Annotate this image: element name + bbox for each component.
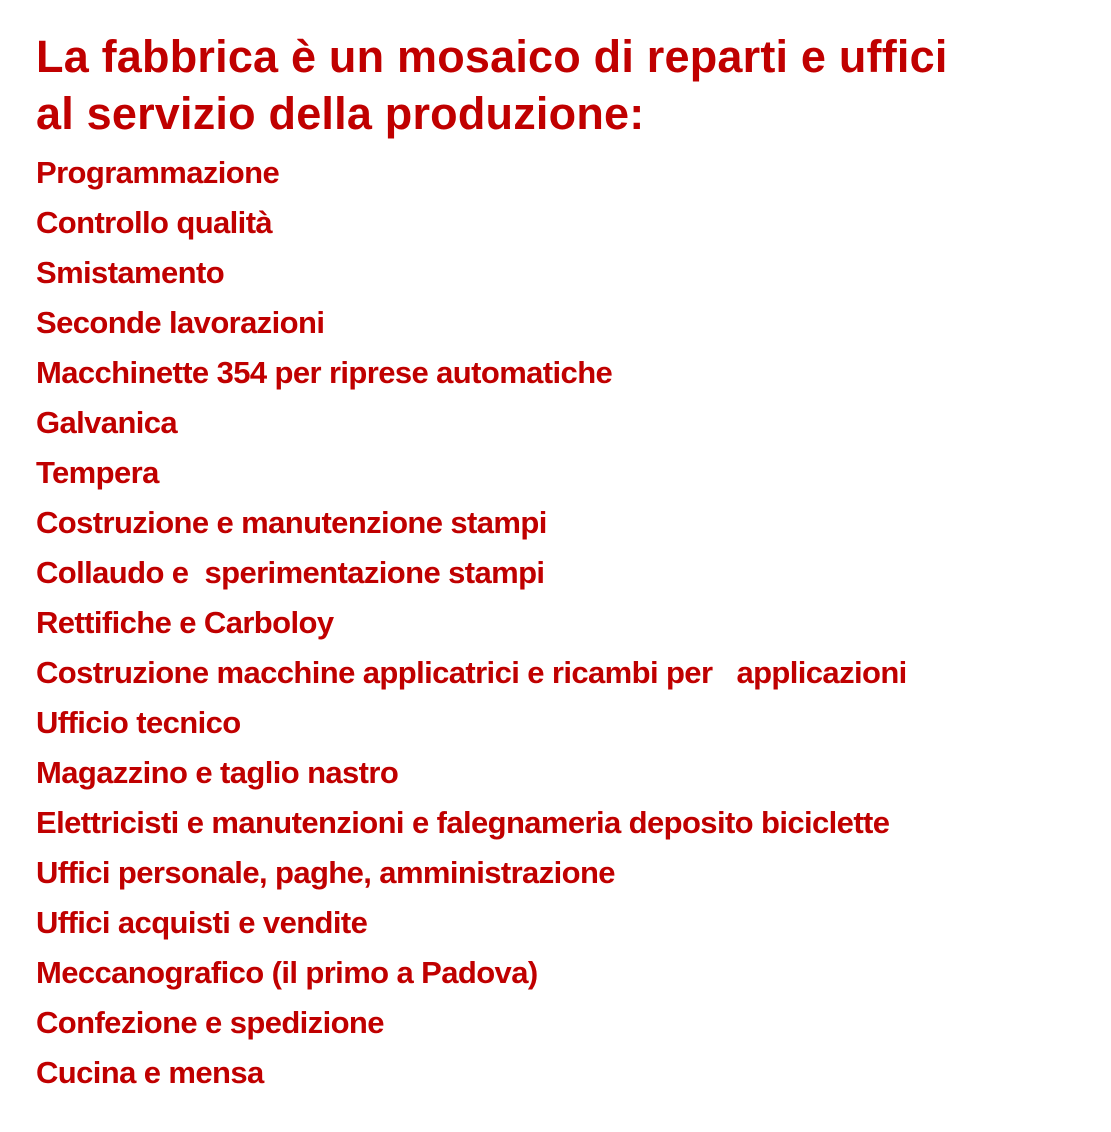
list-item: Costruzione e manutenzione stampi	[36, 505, 547, 540]
title-line-1: La fabbrica è un mosaico di reparti e uffici	[36, 31, 948, 82]
slide	[36, 28, 1106, 1098]
list-item: Ufficio tecnico	[36, 705, 241, 740]
list-item: Tempera	[36, 455, 159, 490]
list-item: Seconde lavorazioni	[36, 305, 325, 340]
slide-title	[36, 28, 1106, 142]
list-item: Cucina e mensa	[36, 1055, 264, 1090]
list-item: Programmazione	[36, 155, 280, 190]
list-item: Rettifiche e Carboloy	[36, 605, 334, 640]
list-item: Magazzino e taglio nastro	[36, 755, 399, 790]
list-item: Elettricisti e manutenzioni e falegnameria deposito biciclette	[36, 805, 890, 840]
list-item: Controllo qualità	[36, 205, 273, 240]
list-item: Galvanica	[36, 405, 178, 440]
department-list	[36, 148, 1106, 1098]
list-item: Costruzione macchine applicatrici e ricambi per applicazioni	[36, 655, 907, 690]
list-item: Macchinette 354 per riprese automatiche	[36, 355, 613, 390]
list-item: Confezione e spedizione	[36, 1005, 384, 1040]
list-item: Uffici acquisti e vendite	[36, 905, 368, 940]
list-item: Smistamento	[36, 255, 225, 290]
list-item: Uffici personale, paghe, amministrazione	[36, 855, 615, 890]
list-item: Collaudo e sperimentazione stampi	[36, 555, 545, 590]
list-item: Meccanografico (il primo a Padova)	[36, 955, 538, 990]
title-line-2: al servizio della produzione:	[36, 88, 645, 139]
